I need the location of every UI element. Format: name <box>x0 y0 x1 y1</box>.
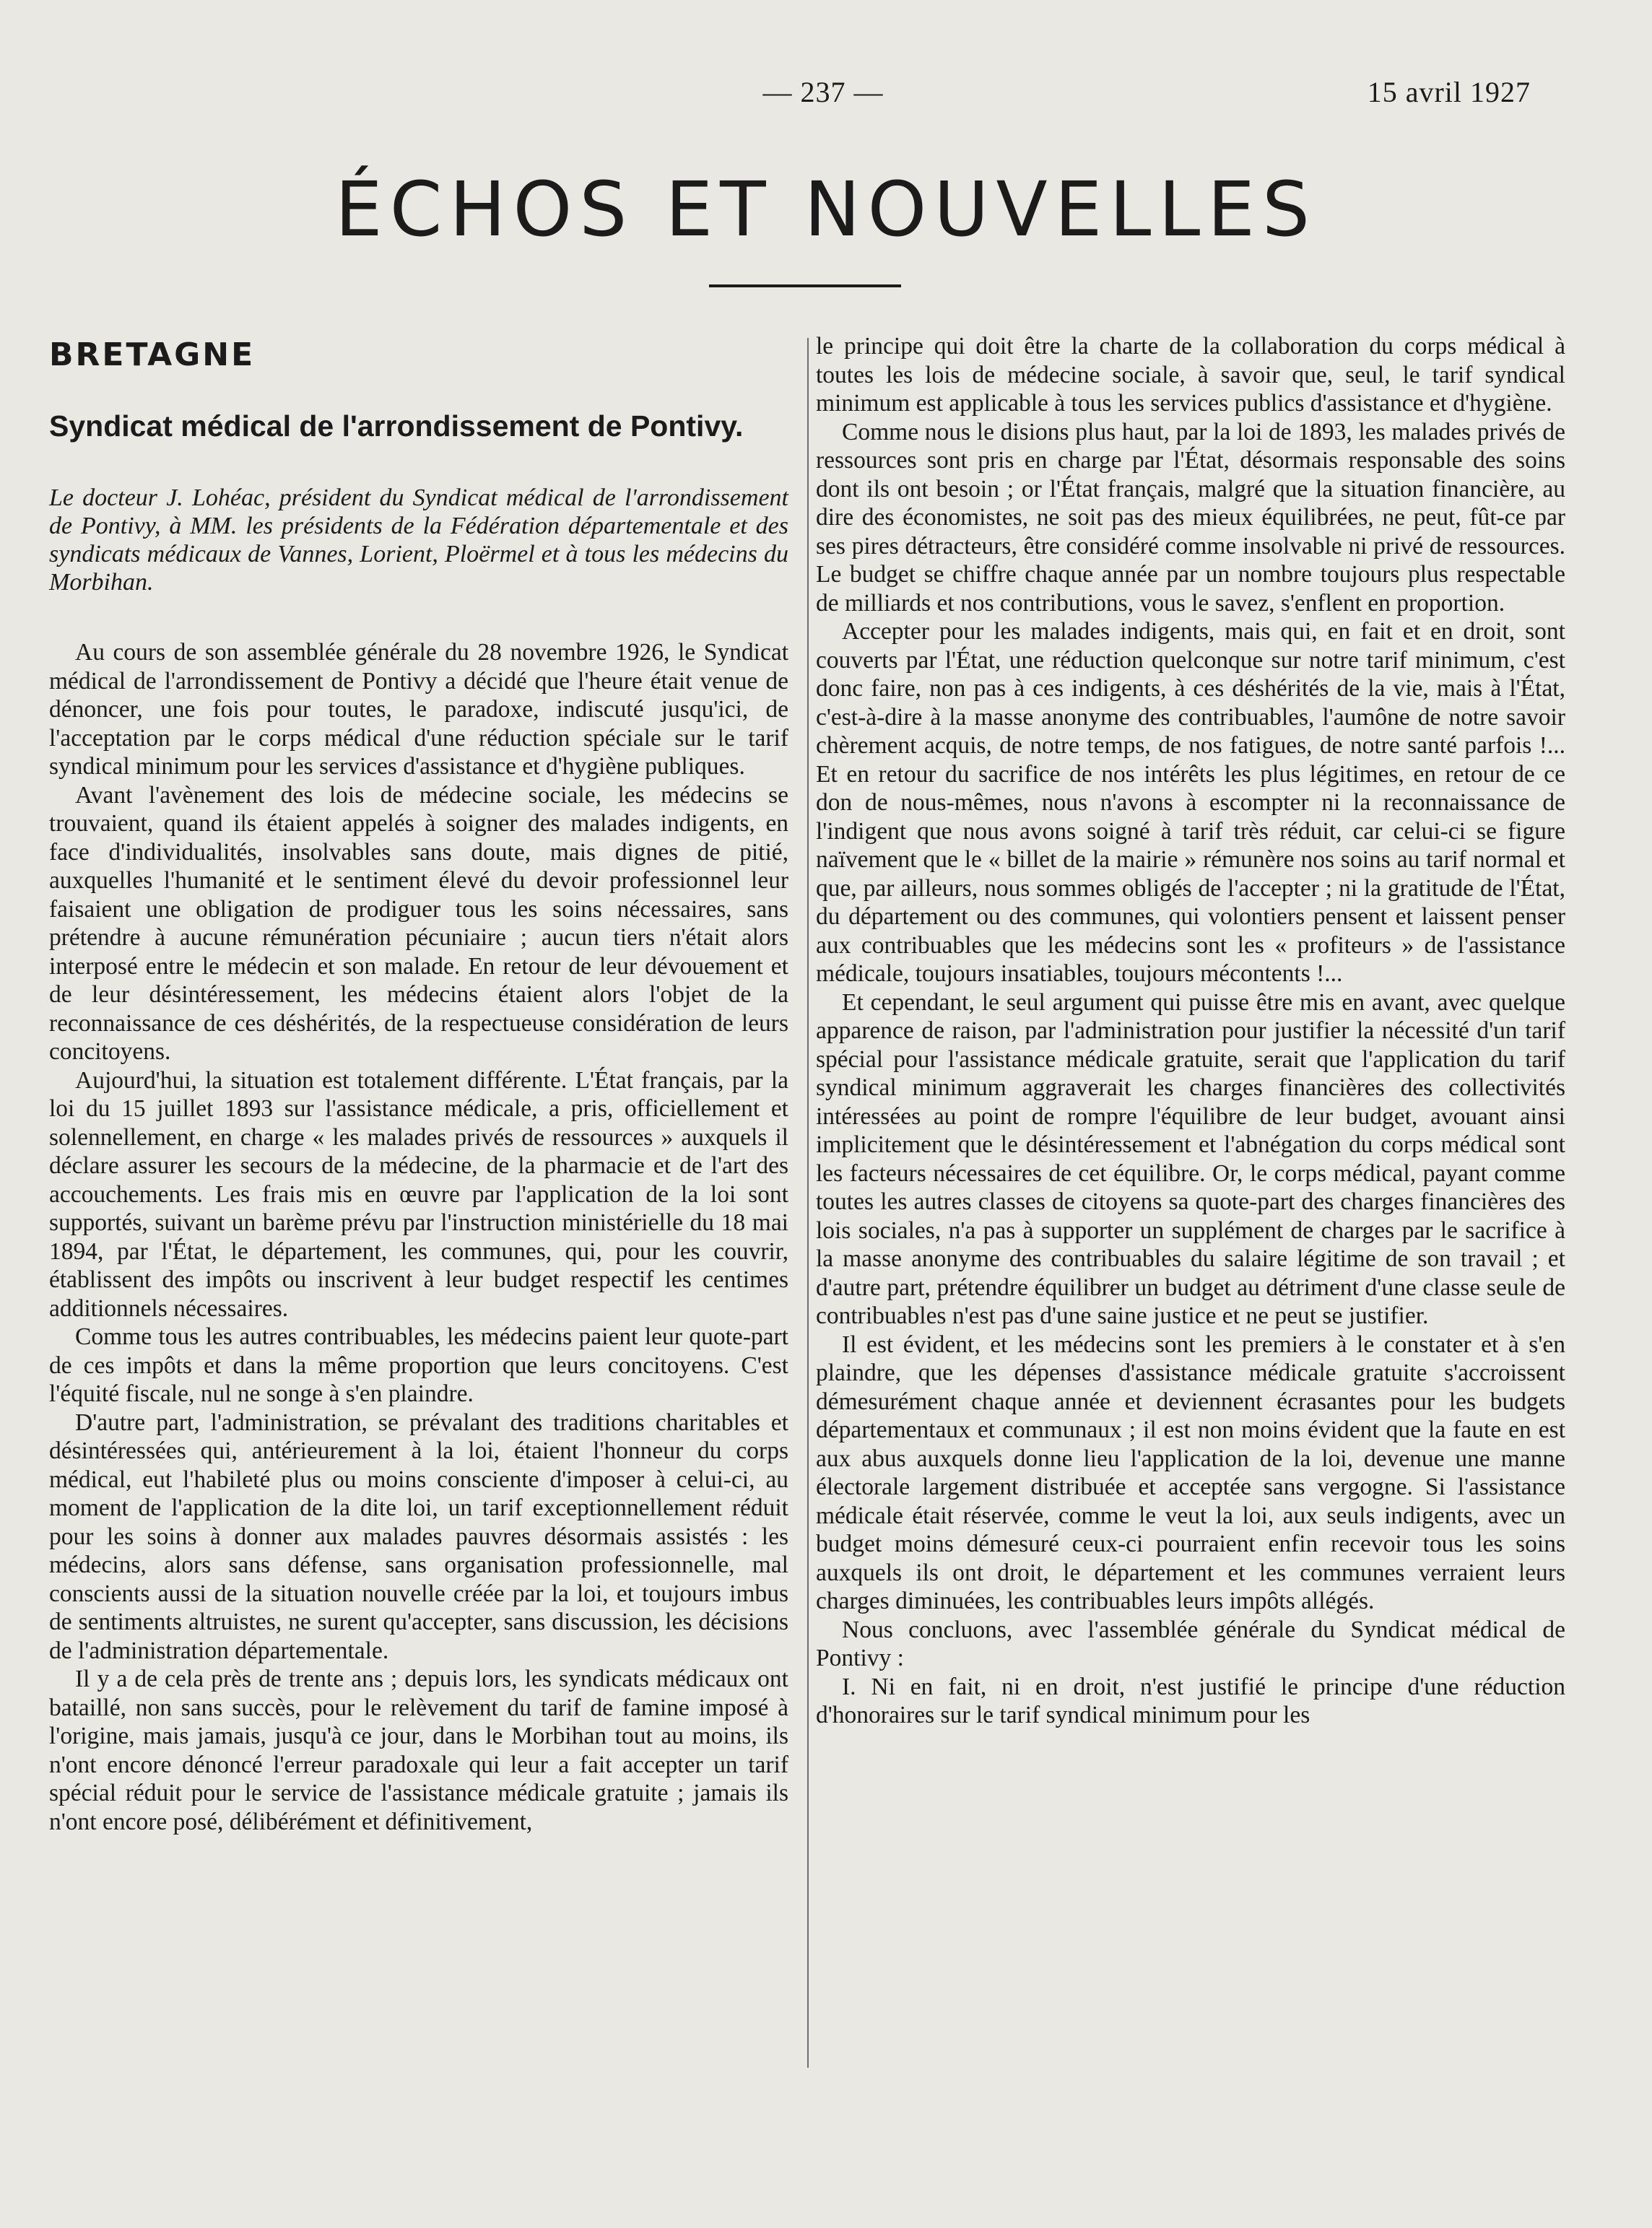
left-column <box>49 332 788 1836</box>
right-column <box>816 332 1565 1730</box>
paragraph: Au cours de son assemblée générale du 28 novembre 1926, le Syndicat médical de l'arrondissement de Pontivy a décidé que l'heure était venue de dénoncer, une fois pour toutes, le paradoxe, indiscuté jusqu'ici, de l'acceptation par le corps médical d'une réduction spéciale sur le tarif syndical minimum pour les services d'assistance et d'hygiène publiques. <box>49 639 788 780</box>
paragraph: Et cependant, le seul argument qui puisse être mis en avant, avec quelque apparence de raison, par l'administration pour justifier la nécessité d'un tarif spécial pour l'assistance médicale gratuite, serait que l'application du tarif syndical minimum aggraverait les charges financières des collectivités intéressées au point de rompre l'équilibre de leur budget, avouant ainsi implicitement que le désintéressement et l'abnégation du corps médical sont les facteurs nécessaires de cet équilibre. Or, le corps médical, payant comme toutes les autres classes de citoyens sa quote-part des charges financières des lois sociales, n'a pas à supporter un supplément de charges par le sacrifice à la masse anonyme des contribuables du salaire légitime de son travail ; et d'autre part, prétendre équilibrer un budget au détriment d'une classe seule de contribuables n'est pas d'une saine justice et ne peut se justifier. <box>816 988 1565 1329</box>
paragraph: Il y a de cela près de trente ans ; depuis lors, les syndicats médicaux ont bataillé, non sans succès, pour le relèvement du tarif de famine imposé à l'origine, mais jamais, jusqu'à ce jour, dans le Morbihan tout au moins, ils n'ont encore dénoncé l'erreur paradoxale qui leur a fait accepter un tarif spécial réduit pour le service de l'assistance médicale gratuite ; jamais ils n'ont encore posé, délibérément et définitivement, <box>49 1666 788 1835</box>
paragraph: D'autre part, l'administration, se prévalant des traditions charitables et désintéressées qui, antérieurement à la loi, étaient l'honneur du corps médical, eut l'habileté plus ou moins consciente d'imposer à celui-ci, au moment de l'application de la dite loi, un tarif exceptionnellement réduit pour les soins à donner aux malades pauvres désormais assistés : les médecins, alors sans défense, sans organisation professionnelle, mal conscients aussi de la situation nouvelle créée par la loi, et toujours imbus de sentiments altruistes, ne surent qu'accepter, sans discussion, les décisions de l'administration départementale. <box>49 1409 788 1664</box>
region-heading: BRETAGNE <box>49 336 256 373</box>
paragraph: Comme nous le disions plus haut, par la loi de 1893, les malades privés de ressources sont pris en charge par l'État, désormais responsable des soins dont ils ont besoin ; or l'État français, malgré que la situation financière, au dire des économistes, ne soit pas des mieux équilibrées, ne peut, fût-ce par ses pires détracteurs, être considéré comme insolvable ni privé de ressources. Le budget se chiffre chaque année par un nombre toujours plus respectable de milliards et nos contributions, vous le savez, s'enflent en proportion. <box>816 418 1565 617</box>
paragraph: le principe qui doit être la charte de la collaboration du corps médical à toutes les lois de médecine sociale, à savoir que, seul, le tarif syndical minimum est applicable à tous les services publics d'assistance et d'hygiène. <box>816 333 1565 417</box>
column-separator <box>807 338 809 2068</box>
paragraph: Accepter pour les malades indigents, mais qui, en fait et en droit, sont couverts par l'État, une réduction quelconque sur notre tarif minimum, c'est donc faire, non pas à ces indigents, à ces déshérités de la vie, mais à l'État, c'est-à-dire à la masse anonyme des contribuables, l'aumône de notre savoir chèrement acquis, de notre temps, de nos fatigues, de notre santé parfois !... Et en retour du sacrifice de nos intérêts les plus légitimes, en retour de ce don de nous-mêmes, nous n'avons à escompter ni la reconnaissance de l'indigent que nous avons soigné à tarif très réduit, car celui-ci se figure naïvement que le « billet de la mairie » rémunère nos soins au tarif normal et que, par ailleurs, nous sommes obligés de l'accepter ; ni la gratitude de l'État, du département ou des communes, qui volontiers pensent et laissent penser aux contribuables que les médecins sont les « profiteurs » de l'assistance médicale, toujours insatiables, toujours mécontents !... <box>816 618 1565 987</box>
page-number: — 237 — <box>762 76 884 108</box>
section-title: ÉCHOS ET NOUVELLES <box>334 165 1317 253</box>
title-underline <box>709 284 901 287</box>
right-column-body <box>816 332 1565 1730</box>
paragraph: Il est évident, et les médecins sont les premiers à le constater et à s'en plaindre, que les dépenses d'assistance médicale gratuite s'accroissent démesurément chaque année et deviennent écrasantes pour les budgets départementaux et communaux ; il est non moins évident que la faute en est aux abus auxquels donne lieu l'application de la loi, devenue une manne électorale largement distribuée et acceptée sans vergogne. Si l'assistance médicale était réservée, comme le veut la loi, aux seuls indigents, avec un budget moins démesuré ceux-ci pourraient enfin recevoir tous les soins auxquels ils ont droit, le département et les communes verraient leurs charges diminuées, les contribuables leurs impôts allégés. <box>816 1331 1565 1614</box>
left-column-body <box>49 638 788 1836</box>
article-heading: Syndicat médical de l'arrondissement de Pontivy. <box>49 409 744 443</box>
paragraph: Aujourd'hui, la situation est totalement différente. L'État français, par la loi du 15 juillet 1893 sur l'assistance médicale, a pris, officiellement et solennellement, en charge « les malades privés de ressources » auxquels il déclare assurer les secours de la médecine, de la pharmacie et de l'art des accouchements. Les frais mis en œuvre par l'application de la loi sont supportés, suivant un barème prévu par l'instruction ministérielle du 18 mai 1894, par l'État, le département, les communes, qui, pour les couvrir, établissent des impôts ou inscrivent à leur budget respectif les centimes additionnels nécessaires. <box>49 1066 788 1322</box>
paragraph: Avant l'avènement des lois de médecine sociale, les médecins se trouvaient, quand ils étaient appelés à soigner des malades indigents, en face d'individualités, insolvables sans doute, mais dignes de pitié, auxquelles l'humanité et le sentiment élevé du devoir professionnel leur faisaient une obligation de prodiguer tous les soins nécessaires, sans prétendre à aucune rémunération pécuniaire ; aucun tiers n'était alors interposé entre le médecin et son malade. En retour de leur dévouement et de leur désintéressement, les médecins étaient alors l'objet de la reconnaissance de ces déshérités, de la respectueuse considération de leurs concitoyens. <box>49 781 788 1065</box>
issue-date: 15 avril 1927 <box>1367 76 1531 108</box>
article-intro: Le docteur J. Lohéac, président du Syndicat médical de l'arrondissement de Pontivy, à MM. les présidents de la Fédération départementale et des syndicats médicaux de Vannes, Lorient, Ploërmel et à tous les médecins du Morbihan. <box>49 484 788 596</box>
paragraph: Nous concluons, avec l'assemblée générale du Syndicat médical de Pontivy : <box>816 1616 1565 1671</box>
paragraph: Comme tous les autres contribuables, les médecins paient leur quote-part de ces impôts et dans la même proportion que leurs concitoyens. C'est l'équité fiscale, nul ne songe à s'en plaindre. <box>49 1323 788 1407</box>
paragraph: I. Ni en fait, ni en droit, n'est justifié le principe d'une réduction d'honoraires sur le tarif syndical minimum pour les <box>816 1673 1565 1728</box>
